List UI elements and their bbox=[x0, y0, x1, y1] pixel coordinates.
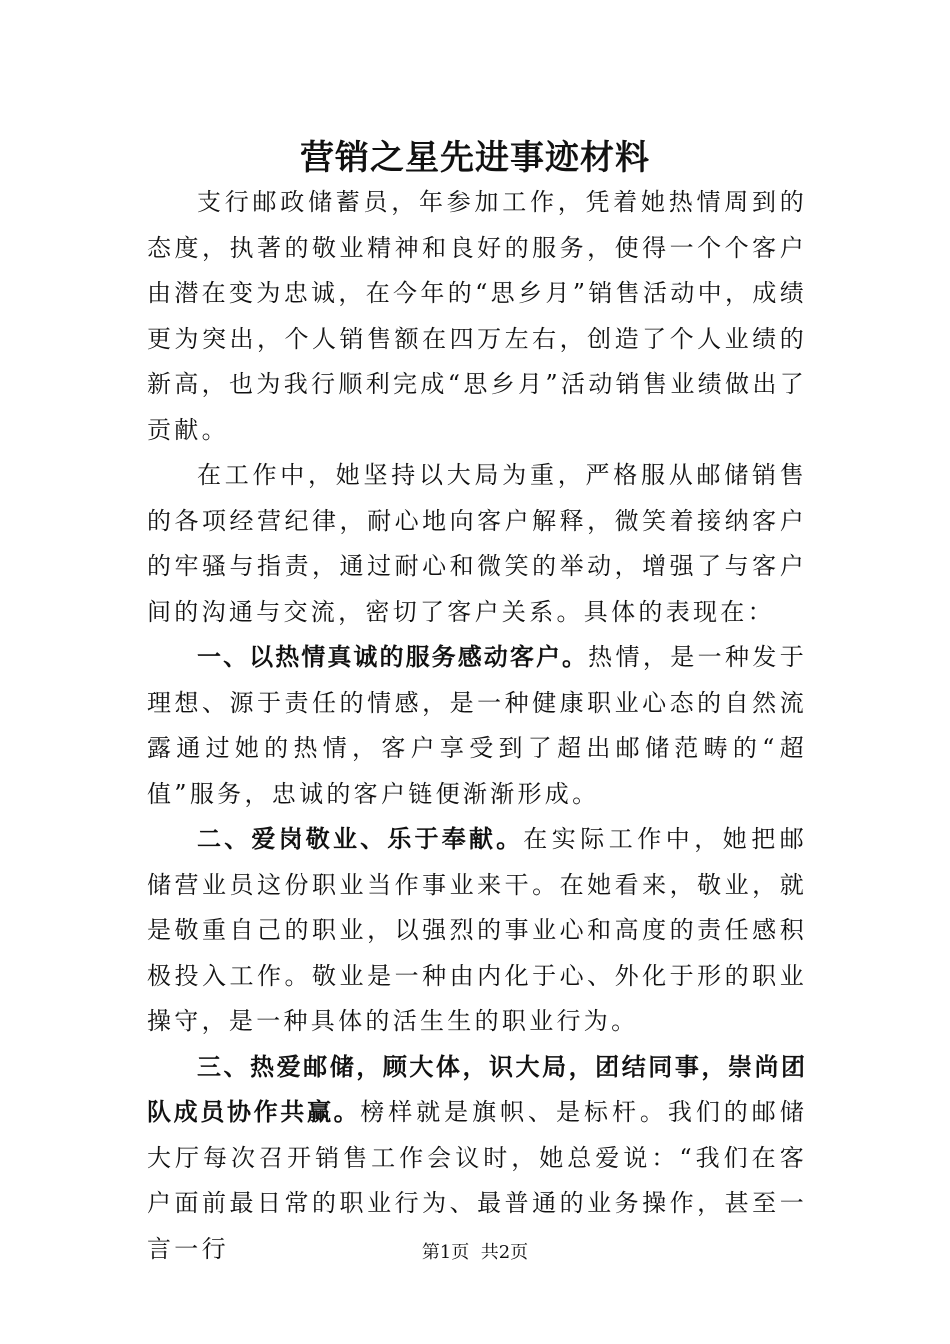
paragraph-1-text: 支行邮政储蓄员，年参加工作，凭着她热情周到的态度，执著的敬业精神和良好的服务，使得一个个客户由潜在变为忠诚，在今年的“思乡月”销售活动中，成绩更为突出，个人销售额在四万左右，创造了个人业绩的新高，也为我行顺利完成“思乡月”活动销售业绩做出了贡献。 bbox=[147, 188, 807, 444]
page-number: 第1页 bbox=[421, 1242, 470, 1263]
paragraph-4-text: 在实际工作中，她把邮储营业员这份职业当作事业来干。在她看来，敬业，就是敬重自己的职业，以强烈的事业心和高度的责任感积极投入工作。敬业是一种由内化于心、外化于形的职业操守，是一种具体的活生生的职业行为。 bbox=[147, 825, 808, 1035]
paragraph-5-text: 榜样就是旗帜、是标杆。我们的邮储大厅每次召开销售工作会议时，她总爱说：“我们在客户面前最日常的职业行为、最普通的业务操作，甚至一言一行 bbox=[147, 1098, 808, 1263]
paragraph-3-text: 热情，是一种发于理想、源于责任的情感，是一种健康职业心态的自然流露通过她的热情，客户享受到了超出邮储范畴的“超值”服务，忠诚的客户链便渐渐形成。 bbox=[147, 643, 808, 808]
paragraph-1 bbox=[147, 180, 807, 453]
document-body bbox=[147, 180, 807, 1272]
paragraph-3 bbox=[147, 635, 807, 817]
paragraph-5-heading: 三、热爱邮储，顾大体，识大局，团结同事，崇尚团队成员协作共赢。 bbox=[147, 1052, 807, 1126]
page-total: 共2页 bbox=[480, 1242, 529, 1263]
paragraph-2-text: 在工作中，她坚持以大局为重，严格服从邮储销售的各项经营纪律，耐心地向客户解释，微笑着接纳客户的牢骚与指责，通过耐心和微笑的举动，增强了与客户间的沟通与交流，密切了客户关系。具体的表现在： bbox=[147, 461, 807, 626]
paragraph-4 bbox=[147, 817, 807, 1045]
paragraph-4-heading: 二、爱岗敬业、乐于奉献。 bbox=[197, 825, 524, 853]
paragraph-3-heading: 一、以热情真诚的服务感动客户。 bbox=[197, 643, 589, 671]
paragraph-2 bbox=[147, 453, 807, 635]
page-footer bbox=[0, 1238, 950, 1264]
page-title: 营销之星先进事迹材料 bbox=[300, 138, 650, 178]
